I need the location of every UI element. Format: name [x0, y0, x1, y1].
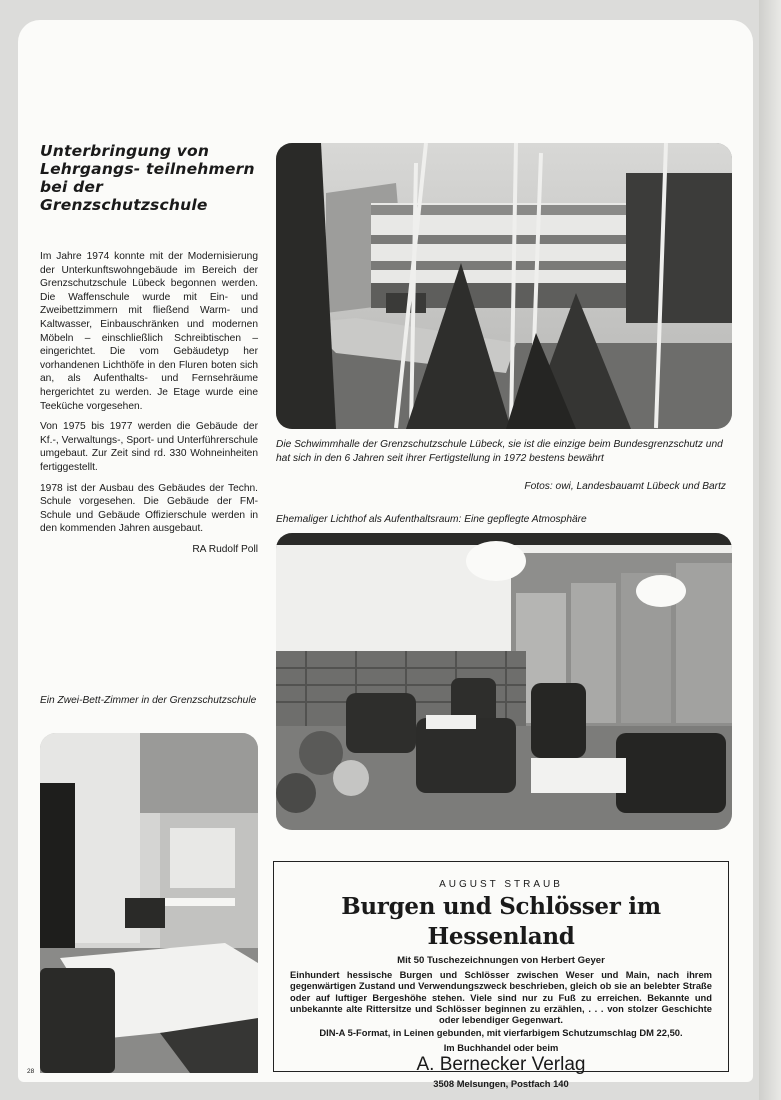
room-caption: Ein Zwei-Bett-Zimmer in der Grenzschutzschule — [40, 695, 257, 706]
swimming-hall-caption: Die Schwimmhalle der Grenzschutzschule Lübeck, sie ist die einzige beim Bundesgrenzschutz und hat sich in den 6 Jahren seit ihrer Fertigstellung in 1972 bestens bewährt — [276, 439, 723, 464]
ad-order-note: Im Buchhandel oder beim — [443, 1042, 559, 1054]
swimming-hall-photo — [276, 143, 732, 429]
scan-edge — [759, 0, 781, 1100]
article-headline: Unterbringung von Lehrgangs- teilnehmern bei der Grenzschutzschule — [40, 142, 255, 214]
ad-format-price: DIN-A 5-Format, in Leinen gebunden, mit vierfarbigem Schutzumschlag DM 22,50. — [319, 1027, 683, 1039]
article-body — [40, 250, 258, 563]
ad-subtitle: Mit 50 Tuschezeichnungen von Herbert Geyer — [397, 955, 605, 966]
article-paragraph: Im Jahre 1974 konnte mit der Modernisierung der Unterkunftswohngebäude im Bereich der Grenzschutzschule Lübeck begonnen werden. Die Waffenschule wurde mit Ein- und Zweibettzimmern mit fließend Warm- und Kaltwasser, Einbauschränken und modernen Möbeln – einschließlich Schreibtischen – eingerichtet. Die vom Gebäudetyp her vorhandenen Lichthöfe in den Fluren boten sich an, als Aufenthalts- und Fernsehräume hergerichtet zu werden. Je Etage wurde eine Teeküche vorgesehen. — [40, 251, 258, 412]
ad-description: Einhundert hessische Burgen und Schlösser zwischen Weser und Main, nach ihrem gegenwärtigen Zustand und Verwendungszweck beschrieben, gleich ob sie an belebter Straße oder auf luftiger Bergeshöhe stehen. Viele sind nur zu Fuß zu erreichen. Bekannte und unbekannte alte Rittersitze und Schlösser beginnen zu erzählen, . . . von stolzer Geschichte oder lebendiger Gegenwart. — [290, 969, 712, 1026]
ad-address: 3508 Melsungen, Postfach 140 — [433, 1078, 569, 1090]
ad-publisher: A. Bernecker Verlag — [416, 1054, 586, 1076]
ad-book-title: Burgen und Schlösser im Hessenland — [341, 893, 661, 950]
room-photo — [40, 733, 258, 1073]
article-author: RA Rudolf Poll — [192, 543, 258, 555]
page-number: 28 — [27, 1068, 35, 1075]
book-advertisement — [273, 861, 729, 1090]
lounge-photo — [276, 533, 732, 830]
lounge-caption: Ehemaliger Lichthof als Aufenthaltsraum: Eine gepflegte Atmosphäre — [276, 514, 587, 525]
article-paragraph: Von 1975 bis 1977 werden die Gebäude der Kf.-, Verwaltungs-, Sport- und Unterführerschule umgebaut. Zur Zeit sind rd. 330 Wohneinheiten fertiggestellt. — [40, 421, 258, 473]
ad-author: AUGUST STRAUB — [439, 879, 563, 890]
article-paragraph: 1978 ist der Ausbau des Gebäudes der Techn. Schule vorgesehen. Die Gebäude der FM-Schule und Gebäude Offizierschule werden in den kommenden Jahren ausgebaut. — [40, 482, 258, 535]
photo-credits: Fotos: owi, Landesbauamt Lübeck und Bartz — [524, 481, 726, 492]
